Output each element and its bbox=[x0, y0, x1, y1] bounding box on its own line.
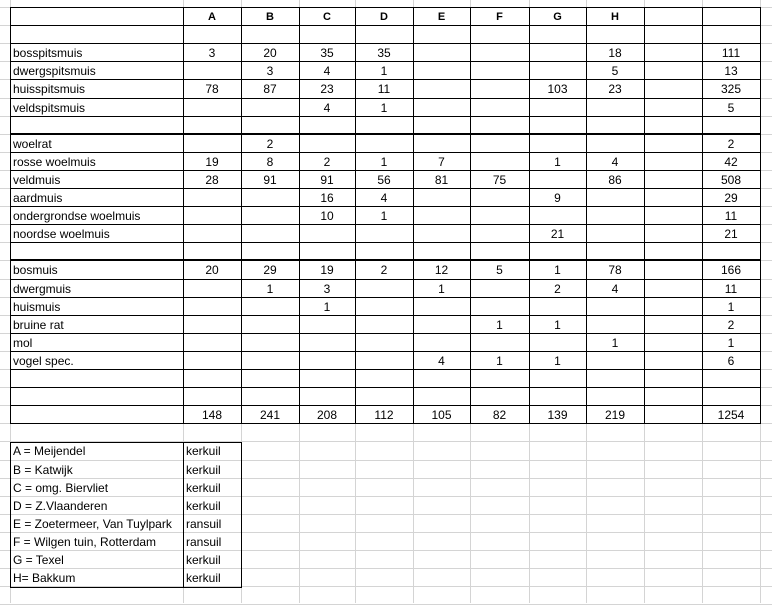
count-cell[interactable]: 3 bbox=[208, 46, 216, 60]
legend-key[interactable]: D = Z.Vlaanderen bbox=[13, 499, 108, 513]
column-header-b[interactable]: B bbox=[266, 11, 274, 23]
count-cell[interactable] bbox=[356, 225, 412, 243]
count-cell[interactable] bbox=[242, 189, 298, 207]
count-cell[interactable]: 3 bbox=[323, 282, 331, 296]
count-cell[interactable]: 81 bbox=[434, 173, 449, 187]
count-cell[interactable]: 20 bbox=[263, 46, 277, 60]
legend-owl[interactable]: ransuil bbox=[186, 535, 222, 549]
row-total[interactable]: 166 bbox=[720, 263, 742, 277]
count-cell[interactable] bbox=[471, 280, 528, 298]
count-cell[interactable]: 103 bbox=[547, 82, 568, 96]
count-cell[interactable] bbox=[471, 99, 528, 117]
column-header-a[interactable]: A bbox=[208, 11, 216, 23]
count-cell[interactable] bbox=[184, 207, 240, 225]
count-cell[interactable] bbox=[587, 135, 643, 153]
count-cell[interactable] bbox=[414, 135, 469, 153]
grand-total[interactable]: 1254 bbox=[717, 408, 745, 422]
count-cell[interactable]: 87 bbox=[263, 82, 277, 96]
count-cell[interactable]: 91 bbox=[263, 173, 277, 187]
count-cell[interactable] bbox=[242, 334, 298, 352]
count-cell[interactable] bbox=[356, 135, 412, 153]
count-cell[interactable]: 21 bbox=[550, 227, 565, 241]
count-cell[interactable]: 2 bbox=[266, 137, 274, 151]
count-cell[interactable]: 23 bbox=[608, 82, 622, 96]
count-cell[interactable]: 1 bbox=[554, 155, 561, 169]
count-cell[interactable] bbox=[530, 135, 585, 153]
count-cell[interactable] bbox=[184, 334, 240, 352]
count-cell[interactable]: 29 bbox=[263, 263, 277, 277]
species-name[interactable]: dwergmuis bbox=[13, 282, 72, 296]
count-cell[interactable]: 11 bbox=[377, 82, 391, 96]
species-name[interactable]: vogel spec. bbox=[13, 354, 74, 368]
count-cell[interactable] bbox=[587, 189, 643, 207]
count-cell[interactable]: 9 bbox=[554, 191, 561, 205]
species-name[interactable]: bosspitsmuis bbox=[13, 46, 83, 60]
column-header-f[interactable]: F bbox=[496, 11, 503, 23]
count-cell[interactable] bbox=[184, 352, 240, 370]
count-cell[interactable]: 18 bbox=[608, 46, 622, 60]
count-cell[interactable]: 1 bbox=[554, 318, 561, 332]
count-cell[interactable] bbox=[587, 225, 643, 243]
count-cell[interactable] bbox=[587, 99, 643, 117]
count-cell[interactable] bbox=[587, 207, 643, 225]
count-cell[interactable] bbox=[184, 225, 240, 243]
count-cell[interactable] bbox=[414, 62, 469, 80]
count-cell[interactable] bbox=[471, 298, 528, 316]
count-cell[interactable] bbox=[530, 99, 585, 117]
legend-key[interactable]: A = Meijendel bbox=[13, 444, 86, 458]
count-cell[interactable] bbox=[414, 207, 469, 225]
count-cell[interactable]: 1 bbox=[496, 318, 503, 332]
count-cell[interactable]: 1 bbox=[438, 282, 445, 296]
count-cell[interactable] bbox=[414, 189, 469, 207]
legend-owl[interactable]: kerkuil bbox=[186, 571, 221, 585]
count-cell[interactable]: 5 bbox=[611, 64, 619, 78]
count-cell[interactable]: 4 bbox=[380, 191, 388, 205]
row-total[interactable]: 13 bbox=[724, 64, 738, 78]
count-cell[interactable]: 2 bbox=[323, 155, 331, 169]
count-cell[interactable]: 19 bbox=[205, 155, 219, 169]
count-cell[interactable] bbox=[530, 44, 585, 62]
count-cell[interactable] bbox=[530, 62, 585, 80]
count-cell[interactable] bbox=[471, 153, 528, 171]
count-cell[interactable] bbox=[300, 316, 354, 334]
species-name[interactable]: woelrat bbox=[13, 137, 52, 151]
count-cell[interactable] bbox=[242, 298, 298, 316]
count-cell[interactable]: 2 bbox=[380, 263, 388, 277]
count-cell[interactable]: 1 bbox=[611, 336, 619, 350]
count-cell[interactable]: 5 bbox=[496, 263, 503, 277]
species-name[interactable]: mol bbox=[13, 336, 33, 350]
count-cell[interactable]: 10 bbox=[320, 209, 334, 223]
count-cell[interactable]: 8 bbox=[266, 155, 274, 169]
count-cell[interactable] bbox=[300, 225, 354, 243]
count-cell[interactable] bbox=[356, 334, 412, 352]
table-border-horizontal bbox=[10, 387, 761, 388]
count-cell[interactable]: 1 bbox=[380, 155, 388, 169]
column-header-d[interactable]: D bbox=[380, 11, 388, 23]
table-border-vertical bbox=[760, 7, 761, 423]
count-cell[interactable]: 16 bbox=[320, 191, 334, 205]
count-cell[interactable]: 56 bbox=[377, 173, 391, 187]
count-cell[interactable] bbox=[184, 298, 240, 316]
legend-owl[interactable]: ransuil bbox=[186, 517, 222, 531]
row-total[interactable]: 11 bbox=[724, 209, 738, 223]
count-cell[interactable]: 1 bbox=[554, 354, 561, 368]
count-cell[interactable]: 86 bbox=[608, 173, 622, 187]
species-name[interactable]: huisspitsmuis bbox=[13, 82, 86, 96]
count-cell[interactable]: 75 bbox=[492, 173, 507, 187]
row-total[interactable]: 1 bbox=[727, 336, 735, 350]
count-cell[interactable] bbox=[356, 316, 412, 334]
count-cell[interactable] bbox=[184, 62, 240, 80]
count-cell[interactable]: 1 bbox=[323, 300, 331, 314]
count-cell[interactable]: 1 bbox=[266, 282, 274, 296]
species-name[interactable]: ondergrondse woelmuis bbox=[13, 209, 141, 223]
row-total[interactable]: 2 bbox=[727, 318, 735, 332]
column-total[interactable]: 208 bbox=[316, 408, 338, 422]
count-cell[interactable] bbox=[356, 298, 412, 316]
species-name[interactable]: aardmuis bbox=[13, 191, 63, 205]
legend-key[interactable]: B = Katwijk bbox=[13, 463, 73, 477]
count-cell[interactable] bbox=[184, 135, 240, 153]
count-cell[interactable] bbox=[414, 99, 469, 117]
count-cell[interactable] bbox=[242, 352, 298, 370]
column-header-h[interactable]: H bbox=[611, 11, 619, 23]
count-cell[interactable] bbox=[530, 334, 585, 352]
row-total[interactable]: 11 bbox=[724, 282, 738, 296]
count-cell[interactable] bbox=[471, 207, 528, 225]
count-cell[interactable] bbox=[356, 352, 412, 370]
legend-border-bottom bbox=[10, 587, 242, 588]
count-cell[interactable] bbox=[471, 189, 528, 207]
count-cell[interactable]: 12 bbox=[434, 263, 449, 277]
count-cell[interactable] bbox=[414, 225, 469, 243]
count-cell[interactable]: 1 bbox=[496, 354, 503, 368]
column-total[interactable]: 241 bbox=[259, 408, 281, 422]
count-cell[interactable]: 4 bbox=[323, 64, 331, 78]
count-cell[interactable] bbox=[471, 44, 528, 62]
count-cell[interactable] bbox=[414, 334, 469, 352]
count-cell[interactable] bbox=[414, 316, 469, 334]
count-cell[interactable] bbox=[300, 135, 354, 153]
count-cell[interactable] bbox=[242, 99, 298, 117]
table-border-vertical bbox=[644, 7, 645, 423]
row-total[interactable]: 111 bbox=[721, 46, 741, 60]
count-cell[interactable]: 2 bbox=[554, 282, 561, 296]
column-header-g[interactable]: G bbox=[553, 11, 562, 23]
legend-owl[interactable]: kerkuil bbox=[186, 463, 221, 477]
count-cell[interactable]: 1 bbox=[380, 101, 388, 115]
count-cell[interactable] bbox=[242, 225, 298, 243]
species-name[interactable]: bruine rat bbox=[13, 318, 64, 332]
species-name[interactable]: huismuis bbox=[13, 300, 61, 314]
count-cell[interactable] bbox=[414, 44, 469, 62]
count-cell[interactable] bbox=[471, 62, 528, 80]
count-cell[interactable] bbox=[300, 352, 354, 370]
count-cell[interactable] bbox=[530, 298, 585, 316]
species-name[interactable]: rosse woelmuis bbox=[13, 155, 96, 169]
legend-owl[interactable]: kerkuil bbox=[186, 499, 221, 513]
column-header-c[interactable]: C bbox=[323, 11, 331, 23]
count-cell[interactable]: 4 bbox=[611, 282, 619, 296]
species-name[interactable]: veldmuis bbox=[13, 173, 61, 187]
count-cell[interactable] bbox=[242, 207, 298, 225]
legend-key[interactable]: G = Texel bbox=[13, 553, 64, 567]
legend-key[interactable]: C = omg. Biervliet bbox=[13, 481, 109, 495]
count-cell[interactable]: 19 bbox=[320, 263, 334, 277]
count-cell[interactable]: 35 bbox=[320, 46, 334, 60]
count-cell[interactable]: 35 bbox=[377, 46, 391, 60]
count-cell[interactable] bbox=[587, 298, 643, 316]
count-cell[interactable] bbox=[587, 352, 643, 370]
column-total[interactable]: 219 bbox=[604, 408, 626, 422]
count-cell[interactable] bbox=[471, 80, 528, 98]
column-total[interactable]: 112 bbox=[374, 408, 394, 422]
row-total[interactable]: 1 bbox=[727, 300, 735, 314]
legend-key[interactable]: E = Zoetermeer, Van Tuylpark bbox=[13, 517, 172, 531]
legend-owl[interactable]: kerkuil bbox=[186, 481, 221, 495]
count-cell[interactable] bbox=[184, 316, 240, 334]
count-cell[interactable] bbox=[414, 80, 469, 98]
count-cell[interactable]: 1 bbox=[380, 209, 388, 223]
row-total[interactable]: 5 bbox=[727, 101, 735, 115]
count-cell[interactable] bbox=[300, 334, 354, 352]
row-total[interactable]: 29 bbox=[724, 191, 738, 205]
row-total[interactable]: 2 bbox=[727, 137, 735, 151]
legend-owl[interactable]: kerkuil bbox=[186, 444, 221, 458]
count-cell[interactable]: 7 bbox=[438, 155, 445, 169]
row-total[interactable]: 325 bbox=[720, 82, 742, 96]
column-total[interactable]: 148 bbox=[201, 408, 223, 422]
column-total[interactable]: 105 bbox=[431, 408, 452, 422]
legend-key[interactable]: F = Wilgen tuin, Rotterdam bbox=[13, 535, 157, 549]
count-cell[interactable] bbox=[184, 280, 240, 298]
legend-key[interactable]: H= Bakkum bbox=[13, 571, 76, 585]
column-total[interactable]: 139 bbox=[547, 408, 568, 422]
count-cell[interactable] bbox=[471, 225, 528, 243]
row-total[interactable]: 6 bbox=[727, 354, 735, 368]
count-cell[interactable] bbox=[414, 298, 469, 316]
count-cell[interactable]: 4 bbox=[611, 155, 619, 169]
column-total[interactable]: 82 bbox=[492, 408, 507, 422]
count-cell[interactable] bbox=[242, 316, 298, 334]
species-name[interactable]: veldspitsmuis bbox=[13, 101, 86, 115]
legend-owl[interactable]: kerkuil bbox=[186, 553, 221, 567]
count-cell[interactable]: 91 bbox=[320, 173, 334, 187]
species-name[interactable]: dwergspitsmuis bbox=[13, 64, 96, 78]
row-total[interactable]: 21 bbox=[724, 227, 738, 241]
count-cell[interactable] bbox=[356, 280, 412, 298]
count-cell[interactable]: 28 bbox=[205, 173, 219, 187]
count-cell[interactable] bbox=[471, 334, 528, 352]
count-cell[interactable]: 1 bbox=[380, 64, 388, 78]
count-cell[interactable]: 3 bbox=[266, 64, 274, 78]
count-cell[interactable]: 4 bbox=[438, 354, 445, 368]
count-cell[interactable]: 78 bbox=[608, 263, 622, 277]
row-total[interactable]: 508 bbox=[720, 173, 742, 187]
count-cell[interactable] bbox=[184, 99, 240, 117]
count-cell[interactable]: 78 bbox=[205, 82, 219, 96]
count-cell[interactable]: 20 bbox=[205, 263, 219, 277]
row-total[interactable]: 42 bbox=[724, 155, 738, 169]
species-name[interactable]: bosmuis bbox=[13, 263, 58, 277]
count-cell[interactable] bbox=[530, 207, 585, 225]
species-name[interactable]: noordse woelmuis bbox=[13, 227, 110, 241]
column-header-e[interactable]: E bbox=[437, 11, 446, 23]
count-cell[interactable] bbox=[587, 316, 643, 334]
count-cell[interactable] bbox=[471, 135, 528, 153]
count-cell[interactable] bbox=[184, 189, 240, 207]
count-cell[interactable] bbox=[530, 171, 585, 189]
count-cell[interactable]: 4 bbox=[323, 101, 331, 115]
count-cell[interactable]: 23 bbox=[320, 82, 334, 96]
count-cell[interactable]: 1 bbox=[554, 263, 561, 277]
